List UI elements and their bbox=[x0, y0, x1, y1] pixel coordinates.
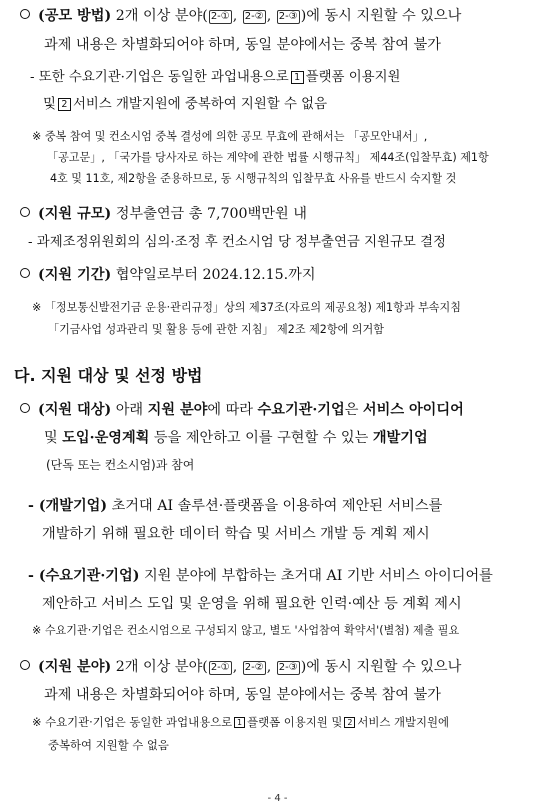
number-box-2: 2 bbox=[58, 98, 71, 111]
number-box-2: 2 bbox=[344, 717, 355, 728]
number-box-1: 1 bbox=[291, 71, 304, 84]
duplicate-note-line-1: - 또한 수요기관·기업은 동일한 과업내용으로 1 플랫폼 이용지원 bbox=[30, 70, 401, 85]
note-line: ※ 「정보통신발전기금 운용·관리규정」상의 제37조(자료의 제공요청) 제1항과 부속지침 bbox=[32, 301, 461, 314]
note-line: 중복하여 지원할 수 없음 bbox=[48, 738, 169, 752]
field-code: 2-① bbox=[210, 662, 230, 673]
field-code: 2-② bbox=[244, 662, 264, 673]
circle-bullet-icon bbox=[20, 9, 30, 19]
circle-bullet-icon bbox=[20, 207, 30, 217]
note-line: ※ 수요기관·기업은 동일한 과업내용으로 1 플랫폼 이용지원 및 2 서비스 개발지원에 bbox=[32, 715, 450, 729]
funding-scale-line: (지원 규모) 정부출연금 총 7,700백만원 내 bbox=[20, 207, 555, 221]
field-code: 2-① bbox=[210, 11, 230, 22]
note-line: 「공고문」, 「국가를 당사자로 하는 계약에 관한 법률 시행규칙」 제44조(입찰무효) 제1항 bbox=[47, 151, 489, 164]
note-line: 「기금사업 성과관리 및 활용 등에 관한 지침」 제2조 제2항에 의거함 bbox=[48, 323, 384, 336]
note-line: ※ 중복 참여 및 컨소시엄 중복 결성에 의한 공모 무효에 관해서는 「공모안내서」, bbox=[32, 130, 428, 143]
field-code: 2-③ bbox=[278, 662, 298, 673]
developer-line-2: 개발하기 위해 필요한 데이터 학습 및 서비스 개발 등 계획 제시 bbox=[42, 526, 430, 542]
funding-scale-detail: - 과제조정위원회의 심의·조정 후 컨소시엄 당 정부출연금 지원규모 결정 bbox=[28, 235, 446, 250]
demand-org-line-2: 제안하고 서비스 도입 및 운영을 위해 필요한 인력·예산 등 계획 제시 bbox=[42, 596, 462, 612]
field-code: 2-③ bbox=[278, 11, 298, 22]
section-heading: 다. 지원 대상 및 선정 방법 bbox=[14, 366, 203, 385]
circle-bullet-icon bbox=[20, 403, 30, 413]
funding-period-line: (지원 기간) 협약일로부터 2024.12.15.까지 bbox=[20, 268, 555, 282]
demand-org-line-1: - (수요기관·기업) 지원 분야에 부합하는 초거대 AI 기반 서비스 아이디어를 bbox=[28, 568, 493, 584]
eligibility-line-3: (단독 또는 컨소시엄)과 참여 bbox=[46, 458, 195, 472]
eligibility-line-2: 및 도입·운영계획 등을 제안하고 이를 구현할 수 있는 개발기업 bbox=[44, 430, 428, 446]
developer-line-1: - (개발기업) 초거대 AI 솔루션·플랫폼을 이용하여 제안된 서비스를 bbox=[28, 498, 443, 514]
note-line: 4호 및 11호, 제2항을 준용하므로, 동 시행규칙의 입찰무효 사유를 반드시 숙지할 것 bbox=[50, 172, 457, 185]
page-number: - 4 - bbox=[267, 793, 288, 804]
number-box-1: 1 bbox=[234, 717, 245, 728]
circle-bullet-icon bbox=[20, 660, 30, 670]
support-field-line-2: 과제 내용은 차별화되어야 하며, 동일 분야에서는 중복 참여 불가 bbox=[44, 687, 441, 703]
circle-bullet-icon bbox=[20, 268, 30, 278]
funding-method-line-1: (공모 방법) 2개 이상 분야( 2-① , 2-② , 2-③ )에 동시 지원할 수 있으나 bbox=[20, 9, 555, 24]
funding-method-line-2: 과제 내용은 차별화되어야 하며, 동일 분야에서는 중복 참여 불가 bbox=[44, 37, 441, 53]
field-code: 2-② bbox=[244, 11, 264, 22]
eligibility-line-1: (지원 대상) 아래 지원 분야에 따라 수요기관·기업은 서비스 아이디어 bbox=[20, 403, 555, 417]
support-field-line-1: (지원 분야) 2개 이상 분야( 2-① , 2-② , 2-③ )에 동시 지원할 수 있으나 bbox=[20, 660, 555, 675]
note-line: ※ 수요기관·기업은 컨소시엄으로 구성되지 않고, 별도 '사업참여 확약서'(별첨) 제출 필요 bbox=[32, 624, 460, 637]
duplicate-note-line-2: 및 2 서비스 개발지원에 중복하여 지원할 수 없음 bbox=[43, 97, 328, 112]
